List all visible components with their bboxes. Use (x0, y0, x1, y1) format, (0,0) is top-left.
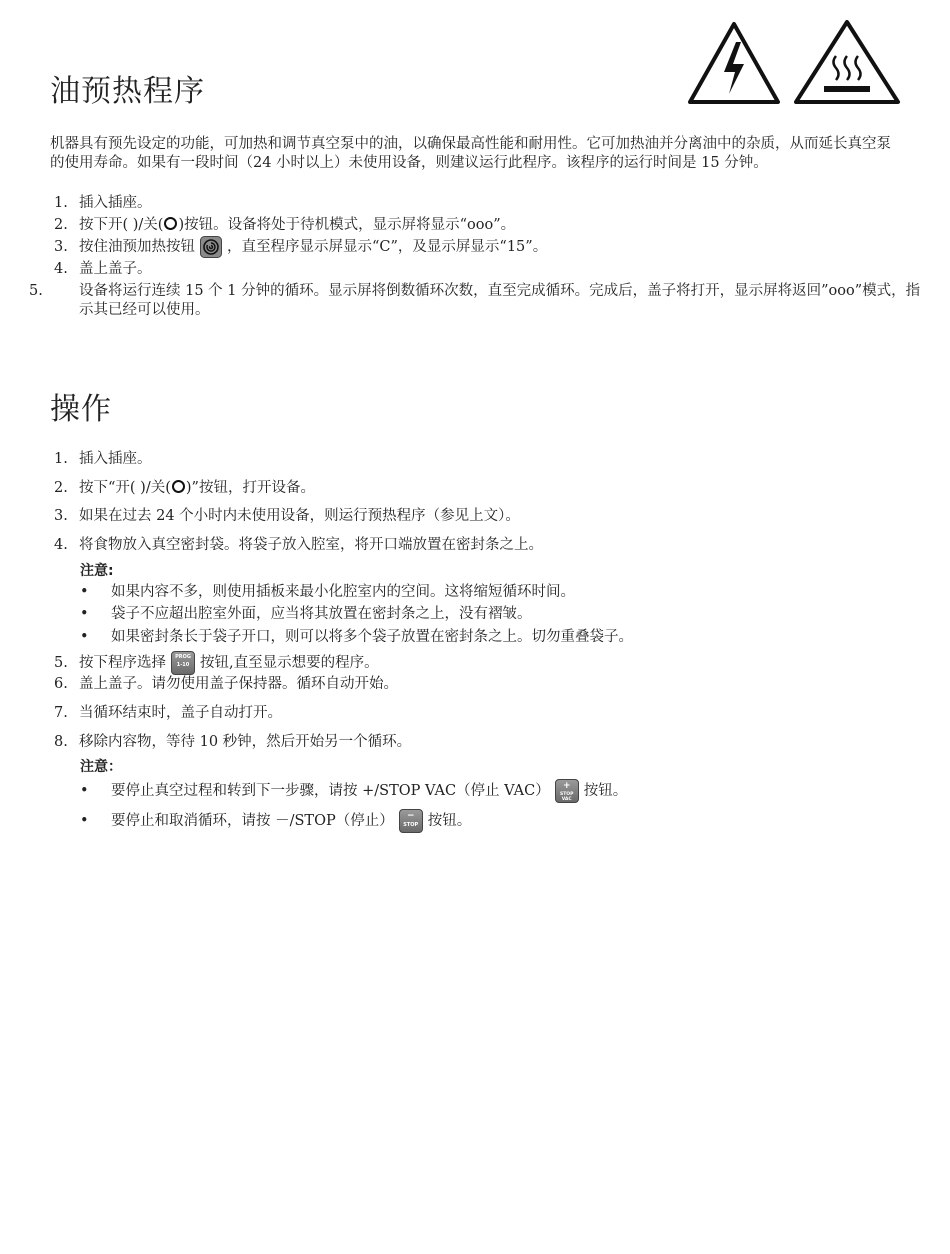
preheat-step-1: 1. 插入插座。 (54, 195, 152, 211)
note-bullet: • 袋子不应超出腔室外面，应当将其放置在密封条之上，没有褶皱。 (80, 606, 532, 622)
power-off-symbol-icon (164, 217, 177, 230)
warning-icons (686, 18, 902, 108)
note-bullet: • 要停止真空过程和转到下一步骤，请按 +/STOP VAC（停止 VAC） + STOP VAC 按钮。 (80, 781, 628, 802)
note-label: 注意： (80, 759, 122, 775)
operation-step-2: 2. 按下“开( )/关( )”按钮，打开设备。 (54, 480, 315, 496)
power-off-symbol-icon (172, 480, 185, 493)
prog-button-icon: PROG 1-10 (171, 651, 195, 675)
note-bullet: • 如果密封条长于袋子开口，则可以将多个袋子放置在密封条之上。切勿重叠袋子。 (80, 629, 633, 645)
operation-step-7: 7. 当循环结束时，盖子自动打开。 (54, 705, 282, 721)
oil-preheat-button-icon (200, 236, 222, 258)
stop-vac-button-icon: + STOP VAC (555, 779, 579, 803)
preheat-step-3: 3. 按住油预加热按钮 ，直至程序显示屏显示“C”，及显示屏显示“15”。 (54, 236, 904, 258)
operation-step-4: 4. 将食物放入真空密封袋。将袋子放入腔室，将开口端放置在密封条之上。 (54, 537, 543, 553)
oil-preheat-intro: 机器具有预先设定的功能，可加热和调节真空泵中的油，以确保最高性能和耐用性。它可加热油并分离油中的杂质，从而延长真空泵的使用寿命。如果有一段时间（24 小时以上）未使用设备，则建议运行此程序。该程序的运行时间是 15 分钟。 (50, 136, 891, 171)
preheat-step-5: 5. 设备将运行连续 15 个 1 分钟的循环。显示屏将倒数循环次数，直至完成循环。完成后，盖子将打开，显示屏将返回”ooo”模式，指示其已经可以使用。 (29, 283, 921, 318)
note-label: 注意: (80, 563, 114, 579)
hot-surface-warning-icon (792, 18, 902, 108)
operation-step-3: 3. 如果在过去 24 个小时内未使用设备，则运行预热程序（参见上文）。 (54, 508, 520, 524)
section-title-operation: 操作 (50, 392, 112, 427)
operation-step-8: 8. 移除内容物，等待 10 秒钟，然后开始另一个循环。 (54, 734, 412, 750)
operation-step-5: 5. 按下程序选择 PROG 1-10 按钮,直至显示想要的程序。 (54, 651, 904, 675)
preheat-step-4: 4. 盖上盖子。 (54, 261, 152, 277)
note-bullet: • 要停止和取消循环，请按 －/STOP（停止） − STOP 按钮。 (80, 809, 900, 833)
high-voltage-warning-icon (686, 18, 782, 108)
section-title-oil-preheat: 油预热程序 (50, 74, 205, 109)
operation-step-6: 6. 盖上盖子。请勿使用盖子保持器。循环自动开始。 (54, 676, 398, 692)
note-bullet: • 如果内容不多，则使用插板来最小化腔室内的空间。这将缩短循环时间。 (80, 584, 575, 600)
operation-step-1: 1. 插入插座。 (54, 451, 152, 467)
preheat-step-2: 2. 按下开( )/关( )按钮。设备将处于待机模式，显示屏将显示“ooo”。 (54, 217, 516, 233)
stop-button-icon: − STOP (399, 809, 423, 833)
